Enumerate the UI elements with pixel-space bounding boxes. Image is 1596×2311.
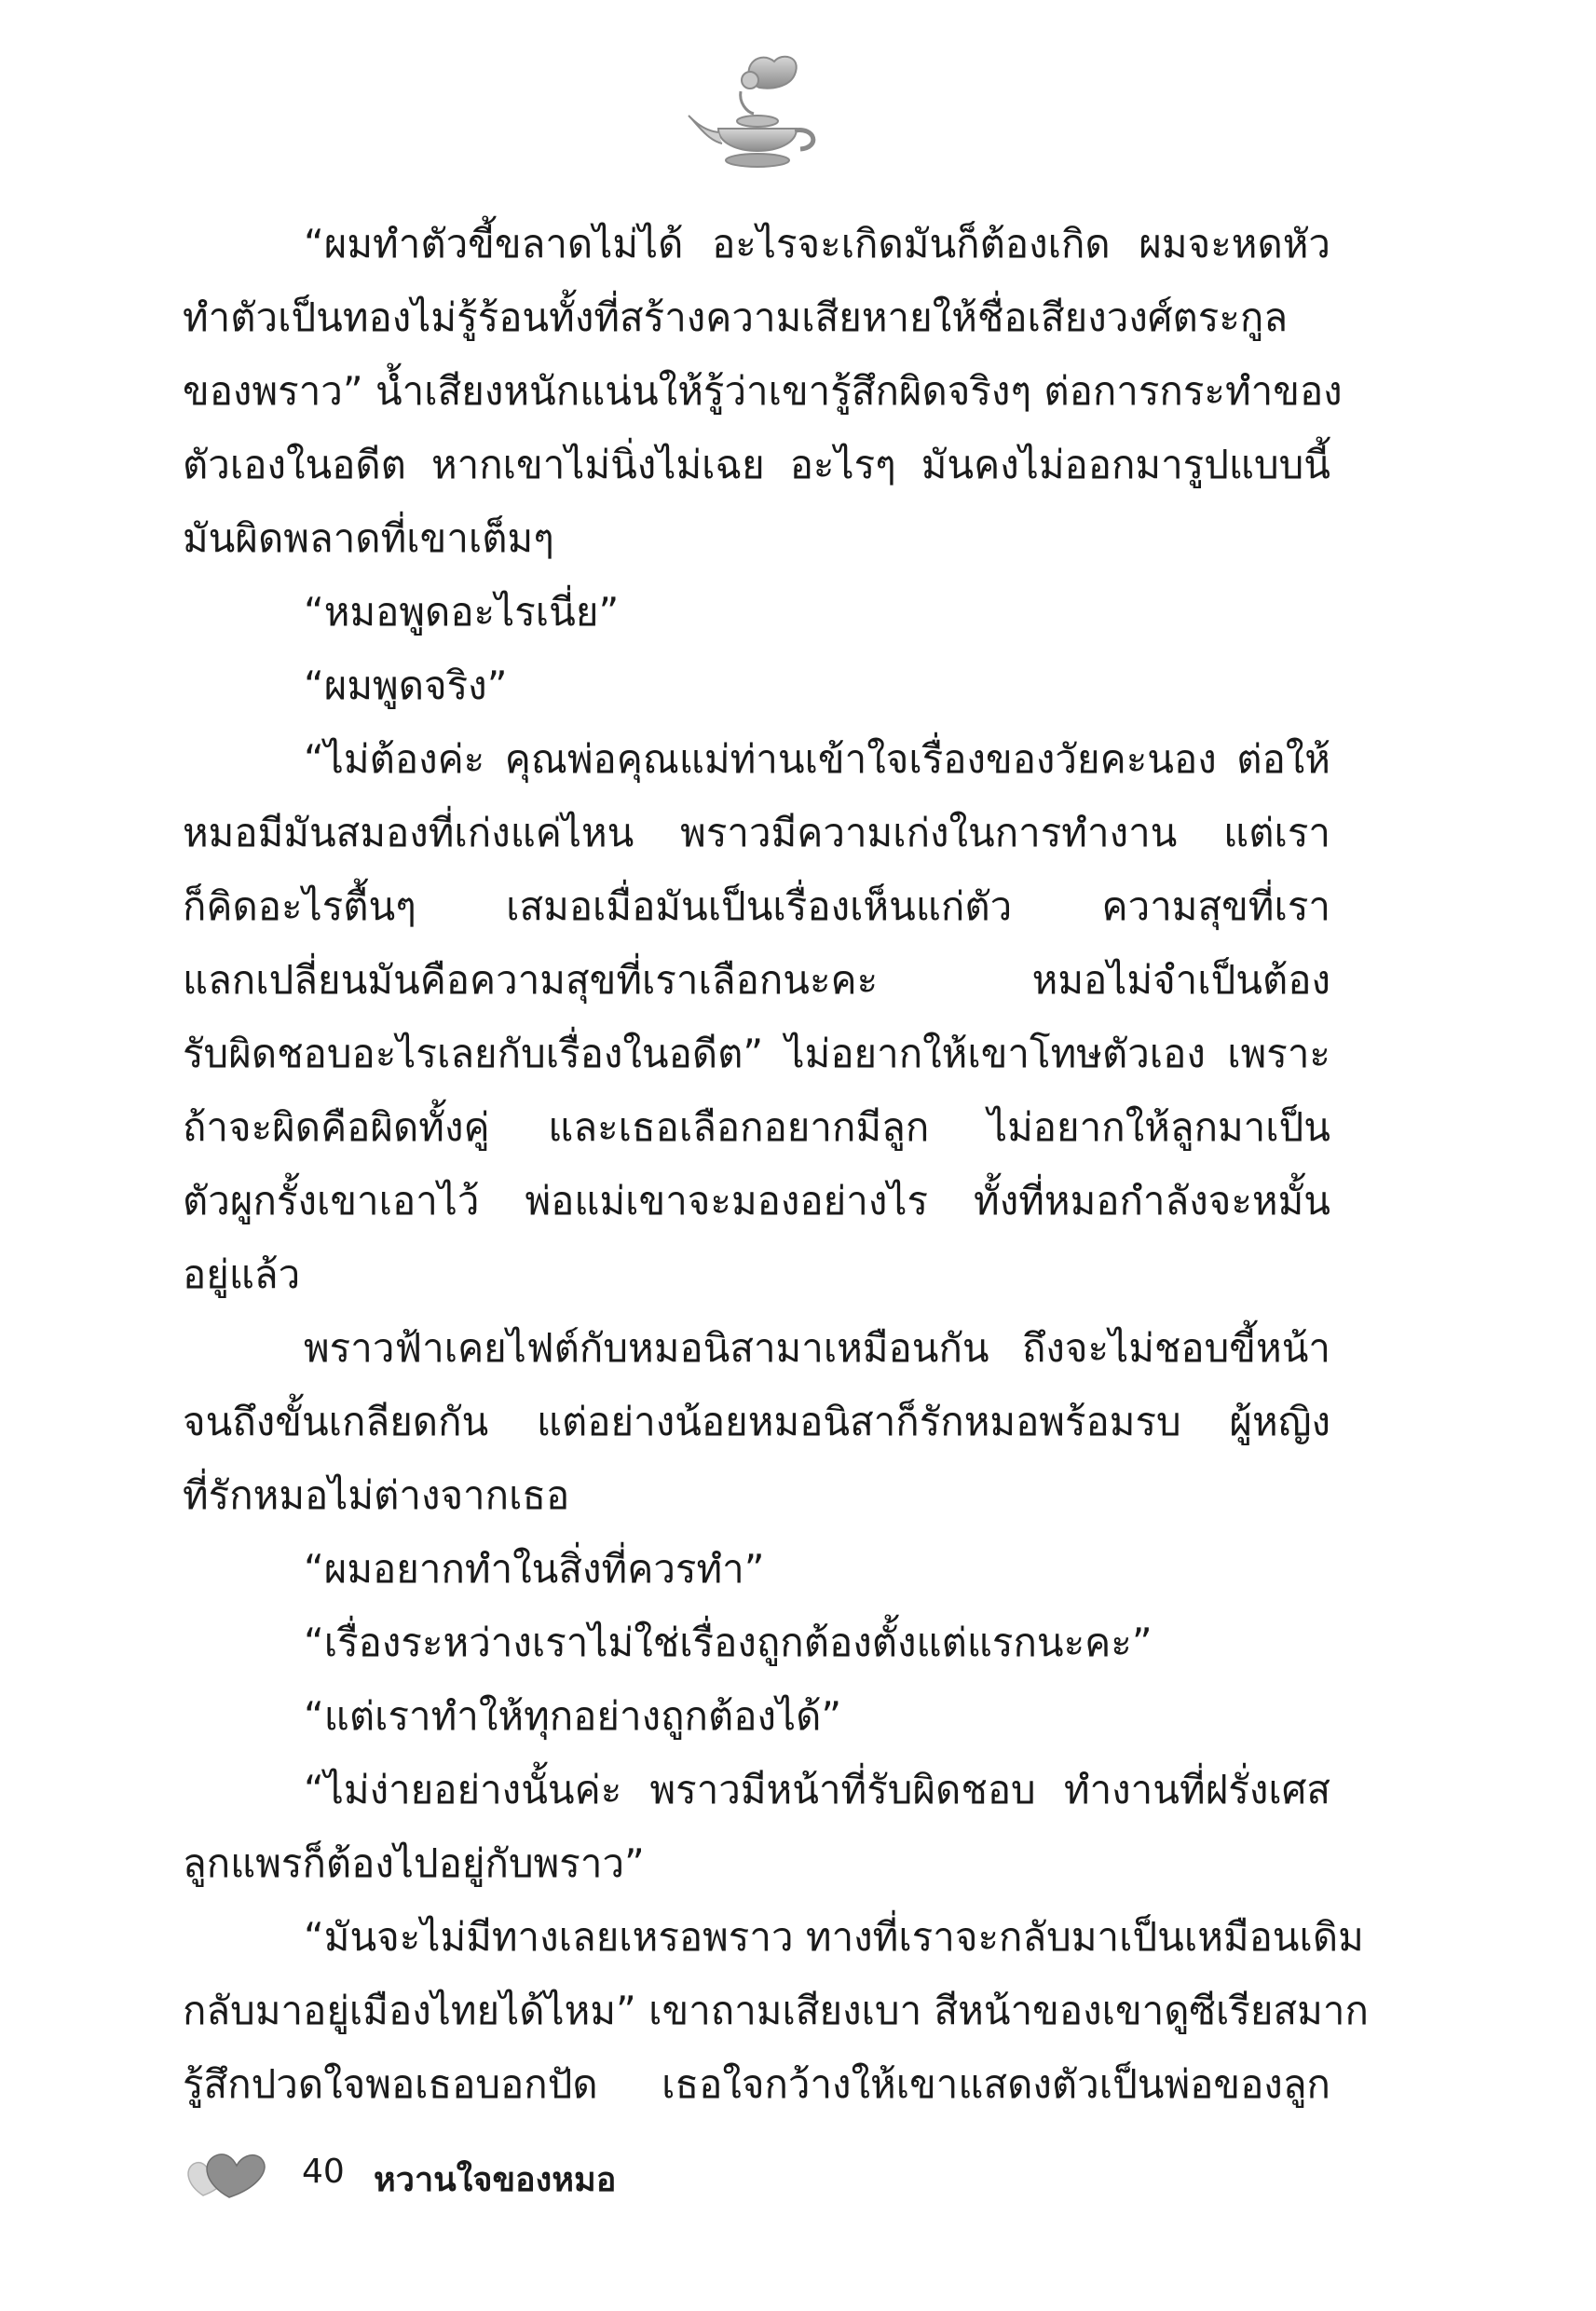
cupid-teapot-ornament-icon	[685, 47, 825, 177]
hearts-icon	[183, 2145, 266, 2201]
text-line: “ไม่ต้องค่ะ คุณพ่อคุณแม่ท่านเข้าใจเรื่องของวัยคะนอง ต่อให้	[304, 736, 1330, 782]
text-line: “แต่เราทำให้ทุกอย่างถูกต้องได้”	[304, 1693, 842, 1739]
book-title: หวานใจของหมอ	[374, 2161, 617, 2199]
text-line: “ผมอยากทำในสิ่งที่ควรทำ”	[304, 1546, 765, 1592]
text-line: ที่รักหมอไม่ต่างจากเธอ	[183, 1472, 570, 1518]
text-line: จนถึงขั้นเกลียดกัน แต่อย่างน้อยหมอนิสาก็รักหมอพร้อมรบ ผู้หญิง	[183, 1399, 1330, 1444]
text-line: ตัวเองในอดีต หากเขาไม่นิ่งไม่เฉย อะไรๆ มันคงไม่ออกมารูปแบบนี้	[183, 442, 1330, 487]
text-line: รู้สึกปวดใจพอเธอบอกปัด เธอใจกว้างให้เขาแสดงตัวเป็นพ่อของลูก	[183, 2061, 1330, 2107]
text-line: ตัวผูกรั้งเขาเอาไว้ พ่อแม่เขาจะมองอย่างไร ทั้งที่หมอกำลังจะหมั้น	[183, 1178, 1330, 1224]
text-line: พราวฟ้าเคยไฟต์กับหมอนิสามาเหมือนกัน ถึงจะไม่ชอบขี้หน้า	[304, 1325, 1330, 1371]
text-line: “ผมพูดจริง”	[304, 663, 508, 708]
text-line: “หมอพูดอะไรเนี่ย”	[304, 589, 620, 635]
body-text	[183, 207, 1369, 2121]
text-line: “ผมทำตัวขี้ขลาดไม่ได้ อะไรจะเกิดมันก็ต้องเกิด ผมจะหดหัว	[304, 221, 1330, 267]
text-line: ถ้าจะผิดคือผิดทั้งคู่ และเธอเลือกอยากมีลูก ไม่อยากให้ลูกมาเป็น	[183, 1104, 1330, 1150]
text-line: รับผิดชอบอะไรเลยกับเรื่องในอดีต” ไม่อยากให้เขาโทษตัวเอง เพราะ	[183, 1031, 1330, 1076]
text-line: ลูกแพรก็ต้องไปอยู่กับพราว”	[183, 1840, 645, 1886]
text-line: อยู่แล้ว	[183, 1251, 301, 1297]
page-number: 40	[302, 2153, 345, 2191]
text-line: “ไม่ง่ายอย่างนั้นค่ะ พราวมีหน้าที่รับผิดชอบ ทำงานที่ฝรั่งเศส	[304, 1767, 1330, 1812]
text-line: แลกเปลี่ยนมันคือความสุขที่เราเลือกนะคะ หมอไม่จำเป็นต้อง	[183, 957, 1330, 1003]
text-line: มันผิดพลาดที่เขาเต็มๆ	[183, 515, 554, 561]
page-footer	[183, 2143, 742, 2208]
text-line: หมอมีมันสมองที่เก่งแค่ไหน พราวมีความเก่งในการทำงาน แต่เรา	[183, 810, 1330, 855]
text-line: ก็คิดอะไรตื้นๆ เสมอเมื่อมันเป็นเรื่องเห็นแก่ตัว ความสุขที่เรา	[183, 883, 1330, 929]
text-line: ทำตัวเป็นทองไม่รู้ร้อนทั้งที่สร้างความเสียหายให้ชื่อเสียงวงศ์ตระกูล	[183, 294, 1289, 340]
text-line: “มันจะไม่มีทางเลยเหรอพราว ทางที่เราจะกลับมาเป็นเหมือนเดิม	[304, 1914, 1364, 1960]
text-line: ของพราว” น้ำเสียงหนักแน่นให้รู้ว่าเขารู้สึกผิดจริงๆ ต่อการกระทำของ	[183, 368, 1343, 414]
text-line: “เรื่องระหว่างเราไม่ใช่เรื่องถูกต้องตั้งแต่แรกนะคะ”	[304, 1620, 1153, 1665]
text-line: กลับมาอยู่เมืองไทยได้ไหม” เขาถามเสียงเบา สีหน้าของเขาดูซีเรียสมาก	[183, 1988, 1369, 2033]
